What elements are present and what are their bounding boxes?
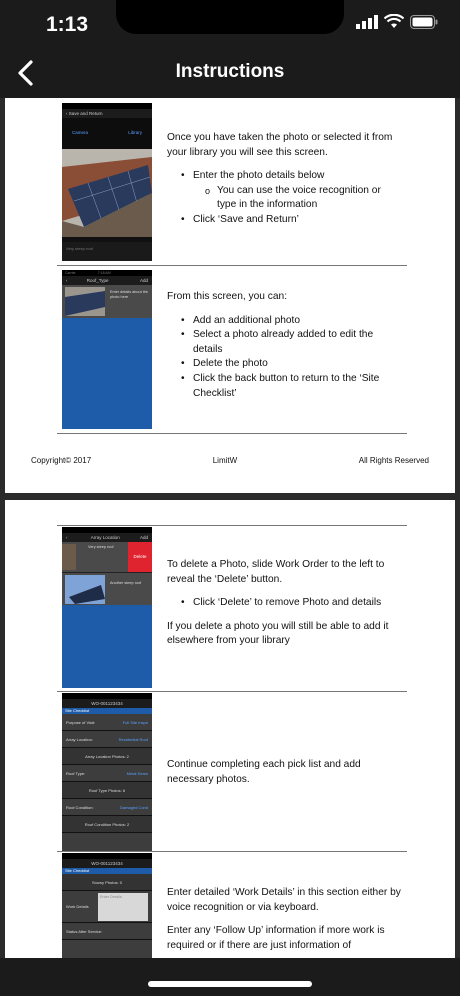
checklist-photo-row (62, 782, 152, 799)
checklist-label: Status After Service: (66, 929, 103, 934)
instruction-intro: To delete a Photo, slide Work Order to the left to reveal the ‘Delete’ button. (167, 559, 385, 585)
swiped-photo-item (62, 542, 152, 572)
instruction-row-save-return (57, 98, 407, 266)
phone-nav-label: Roof_Type (86, 278, 109, 283)
battery-icon (410, 15, 438, 29)
instruction-intro: From this screen, you can: (167, 291, 288, 302)
checklist-label: Roof Type: (66, 771, 86, 776)
notch (116, 0, 344, 34)
photo-note: Very steep roof (88, 545, 114, 549)
instruction-sub-bullet: o You can use the voice recognition or type in the information (167, 184, 402, 213)
photo-list-item (62, 285, 152, 318)
checklist-value: Full Site Inspe (122, 720, 148, 725)
instruction-bullet: • Click ‘Delete’ to remove Photo and details (167, 596, 402, 611)
instruction-intro: Enter detailed ‘Work Details’ in this section either by voice recognition or via keyboard. (167, 887, 401, 913)
phone-section-header: Site Checklist (62, 708, 152, 714)
instruction-row-checklist (57, 692, 407, 852)
phone-carrier: Carrier (65, 271, 76, 275)
instruction-intro: Once you have taken the photo or selected it from your library you will see this screen. (167, 132, 393, 158)
instruction-bullet: • Click ‘Save and Return’ (167, 213, 402, 228)
phone-nav-label: Save and Return (68, 111, 103, 116)
work-details-textbox: Enter Details (98, 893, 148, 921)
delete-action: Delete (128, 542, 152, 572)
document-viewer[interactable] (0, 98, 460, 958)
footer-copyright: Copyright© 2017 (31, 456, 92, 465)
instruction-bullet: • Delete the photo (167, 357, 402, 372)
instruction-text-save-return (167, 131, 402, 237)
phone-nav-bar: ‹ Save and Return (62, 109, 152, 118)
checklist-label: Array Location: (66, 737, 93, 742)
instruction-bullet: • Select a photo already added to edit the details (167, 328, 402, 357)
document-page-1 (5, 98, 455, 493)
phone-empty-area (62, 318, 152, 429)
checklist-label: Purpose of Visit: (66, 720, 96, 725)
instruction-outro: If you delete a photo you will still be able to add it elsewhere from your library (167, 620, 389, 647)
phone-nav-bar (62, 699, 152, 708)
instruction-outro: Enter any ‘Follow Up’ information if more work is required or if there are just information of (167, 925, 385, 951)
status-icons (356, 14, 438, 29)
instruction-text-delete-photo (167, 558, 402, 658)
phone-wo-title: WO-001123434 (91, 701, 123, 706)
phone-nav-label: Array Location (90, 535, 120, 540)
instruction-bullet: • Click the back button to return to the ‘Site Checklist’ (167, 372, 402, 401)
instruction-intro: Continue completing each pick list and add necessary photos. (167, 759, 361, 785)
phone-clock: 7:18 AM (97, 271, 111, 275)
screenshot-site-checklist (62, 693, 152, 851)
checklist-row (62, 714, 152, 731)
phone-add-button: Add (139, 535, 148, 540)
checklist-label: Array Location Photos: 2 (85, 754, 129, 759)
checklist-row (62, 799, 152, 816)
footer-rights: All Rights Reserved (358, 456, 429, 465)
checklist-label: Roof Type Photos: 6 (88, 788, 126, 793)
instruction-row-delete-photo (57, 525, 407, 692)
photo-note: Another steep roof (110, 581, 142, 585)
navigation-bar (0, 48, 460, 98)
phone-wo-title: WO-001123434 (91, 861, 123, 866)
photo-note: Enter details about the photo here (110, 290, 148, 299)
screenshot-work-details (62, 853, 152, 958)
checklist-label: Roof Condition: (66, 805, 94, 810)
wifi-icon (384, 14, 404, 29)
screenshot-delete-photo (62, 527, 152, 688)
photo-caption: Very steep roof (62, 242, 152, 261)
signal-icon (356, 15, 378, 29)
checklist-photo-row (62, 874, 152, 891)
screenshot-save-return (62, 103, 152, 261)
photo-thumbnail (65, 575, 105, 604)
page-footer (31, 456, 429, 465)
camera-link: Camera (72, 130, 89, 135)
instruction-row-work-details (57, 852, 407, 958)
phone-section-header: Site Checklist (62, 868, 152, 874)
checklist-label: Snowy Photos: 0 (91, 880, 123, 885)
checklist-value: Damaged Cond (119, 805, 148, 810)
instruction-bullet: • Enter the photo details below (167, 169, 402, 184)
phone-nav-bar: ‹ Array Location Add (62, 533, 152, 542)
solar-roof-photo (62, 149, 152, 237)
status-time: 1:13 (46, 13, 89, 36)
page-title: Instructions (175, 61, 285, 82)
phone-nav-bar (62, 859, 152, 868)
checklist-value: Metal Seam (126, 771, 148, 776)
instruction-text-work-details (167, 886, 402, 958)
checklist-photo-row (62, 816, 152, 833)
photo-thumbnail (65, 287, 105, 316)
work-details-label: Work Details (66, 904, 89, 909)
checklist-row (62, 731, 152, 748)
library-link: Library (128, 130, 142, 135)
photo-thumbnail (62, 544, 76, 570)
photo-source-bar (62, 118, 152, 149)
photo-list-item (62, 572, 152, 605)
checklist-row (62, 923, 152, 940)
instruction-bullet: • Add an additional photo (167, 314, 402, 329)
checklist-row (62, 765, 152, 782)
status-bar (0, 0, 460, 48)
screenshot-roof-type (62, 270, 152, 429)
checklist-value: Residential Roof (118, 737, 148, 742)
home-indicator[interactable] (148, 981, 312, 987)
instruction-text-checklist (167, 758, 402, 796)
work-details-row (62, 891, 152, 923)
instruction-row-roof-type (57, 266, 407, 434)
checklist-photo-row (62, 748, 152, 765)
phone-nav-bar: ‹ Roof_Type Add (62, 276, 152, 285)
instruction-text-roof-type (167, 290, 402, 410)
document-page-2 (5, 500, 455, 958)
checklist-label: Roof Condition Photos: 2 (84, 822, 130, 827)
phone-empty-area (62, 605, 152, 688)
footer-company: LimitW (212, 456, 238, 465)
phone-add-button: Add (139, 278, 148, 283)
